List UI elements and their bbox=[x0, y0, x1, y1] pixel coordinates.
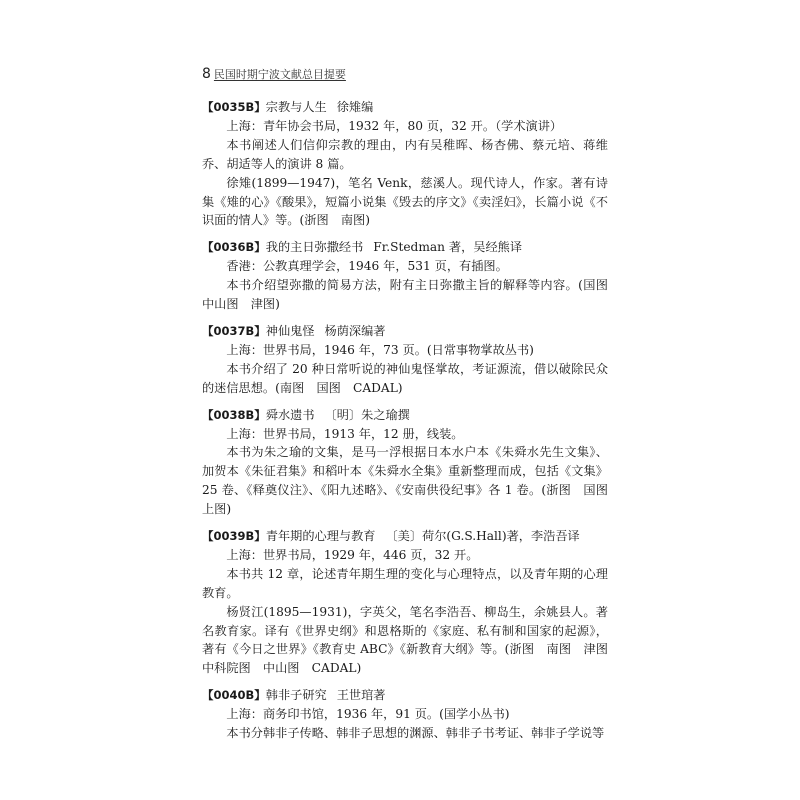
entry-id: 【0036B】 bbox=[202, 240, 266, 255]
entry-summary: 本书介绍望弥撒的简易方法，附有主日弥撒主旨的解释等内容。(国图 中山图 津图) bbox=[202, 278, 621, 312]
entry-publication: 上海：世界书局，1913 年，12 册，线装。 bbox=[226, 426, 464, 441]
entry-publication: 上海：商务印书馆，1936 年，91 页。(国学小丛书) bbox=[226, 707, 510, 722]
entry-heading bbox=[202, 686, 608, 705]
entry-title: 韩非子研究 bbox=[265, 688, 327, 703]
entry-0036b bbox=[202, 238, 621, 314]
page-number: 8 bbox=[202, 66, 211, 82]
entry-id: 【0040B】 bbox=[202, 688, 266, 703]
entry-author-bio: 杨贤江(1895—1931)，字英父，笔名李浩吾、柳岛生，余姚县人。著名教育家。译有《世界史纲》和恩格斯的《家庭、私有制和国家的起源》，著有《今日之世界》《教育史 ABC》《新教育大纲》等。(浙图 南图 津图 中科院图 中山图 CADAL) bbox=[202, 604, 621, 676]
entry-author-bio: 徐雉(1899—1947)，笔名 Venk，慈溪人。现代诗人，作家。著有诗集《雉的心》《酸果》，短篇小说集《毁去的序文》《卖淫妇》，长篇小说《不识面的情人》等。(浙图 南图) bbox=[202, 175, 608, 228]
entry-author: 〔明〕朱之瑜撰 bbox=[324, 407, 410, 422]
entry-title: 我的主日弥撒经书 bbox=[265, 240, 364, 255]
entry-publication: 香港：公教真理学会，1946 年，531 页，有插图。 bbox=[226, 259, 508, 274]
entry-summary: 本书分韩非子传略、韩非子思想的渊源、韩非子书考证、韩非子学说等 bbox=[226, 726, 605, 741]
entry-id: 【0039B】 bbox=[202, 529, 266, 544]
entry-heading bbox=[202, 322, 608, 341]
entry-title: 青年期的心理与教育 bbox=[265, 529, 376, 544]
entry-author: 徐雉编 bbox=[336, 100, 374, 114]
entry-id: 【0037B】 bbox=[202, 323, 266, 338]
entry-id: 【0035B】 bbox=[202, 100, 266, 114]
entry-id: 【0038B】 bbox=[202, 407, 266, 422]
entry-heading bbox=[202, 238, 608, 257]
entry-summary: 本书共 12 章，论述青年期生理的变化与心理特点，以及青年期的心理教育。 bbox=[202, 566, 608, 600]
entry-heading bbox=[202, 406, 608, 425]
entry-publication: 上海：青年协会书局，1932 年，80 页，32 开。（学术演讲） bbox=[226, 118, 563, 133]
entry-summary: 本书为朱之瑜的文集，是马一浮根据日本水户本《朱舜水先生文集》、加贺本《朱征君集》和稻叶本《朱舜水全集》重新整理而成，包括《文集》25 卷、《释奠仪注》、《阳九述略》、《安南供役纪事》各 1 卷。(浙图 国图 上图) bbox=[202, 445, 621, 517]
entry-summary: 本书阐述人们信仰宗教的理由，内有吴稚晖、杨杏佛、蔡元培、蒋维乔、胡适等人的演讲 8 篇。 bbox=[202, 137, 608, 171]
entry-0037b bbox=[202, 322, 608, 398]
entry-publication: 上海：世界书局，1946 年，73 页。(日常事物掌故丛书) bbox=[226, 342, 534, 357]
entry-author: 王世琯著 bbox=[336, 688, 386, 703]
entry-list bbox=[202, 98, 621, 751]
entry-author: 杨荫深编著 bbox=[324, 323, 386, 338]
entry-summary: 本书介绍了 20 种日常听说的神仙鬼怪掌故，考证源流，借以破除民众的迷信思想。(南图 国图 CADAL) bbox=[202, 361, 608, 395]
entry-heading bbox=[202, 98, 608, 117]
entry-0035b bbox=[202, 98, 608, 230]
running-head-title: 民国时期宁波文献总目提要 bbox=[213, 68, 346, 81]
entry-title: 神仙鬼怪 bbox=[265, 323, 315, 338]
entry-title: 舜水遗书 bbox=[265, 407, 315, 422]
entry-0038b bbox=[202, 406, 621, 519]
entry-title: 宗教与人生 bbox=[265, 100, 327, 114]
entry-author: 〔美〕荷尔(G.S.Hall)著，李浩吾译 bbox=[385, 529, 580, 544]
entry-publication: 上海：世界书局，1929 年，446 页，32 开。 bbox=[226, 547, 479, 562]
entry-0039b bbox=[202, 527, 621, 678]
entry-0040b bbox=[202, 686, 608, 743]
entry-author: Fr.Stedman 著，吴经熊译 bbox=[373, 240, 523, 255]
entry-heading bbox=[202, 527, 608, 546]
running-head bbox=[202, 66, 346, 82]
